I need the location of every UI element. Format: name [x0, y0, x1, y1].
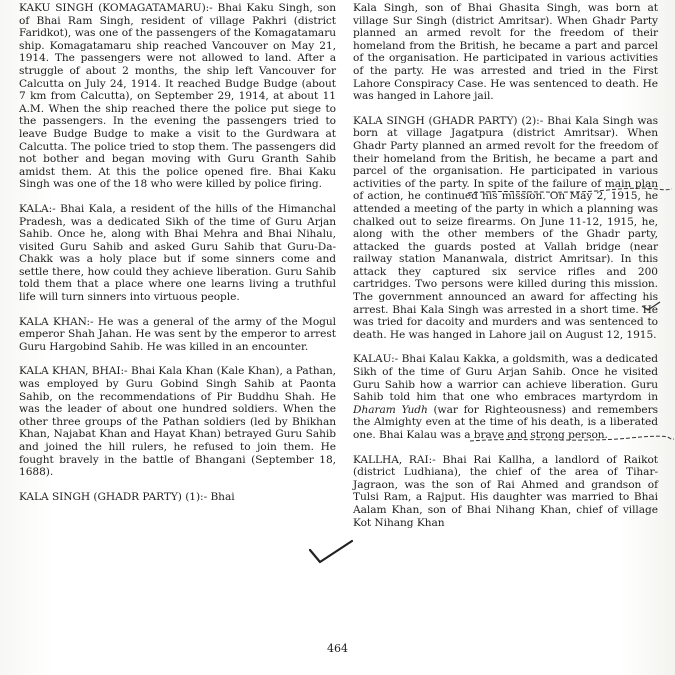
entry-kala-khan-bhai [19, 365, 336, 478]
entry-body: Bhai Rai Kallha, a landlord of Raikot (district Ludhiana), the chief of the area of Tihar-Jagraon, was the son of Rai Ahmed and grandson of Tulsi Ram, a Rajput. His daughter was married to Bhai Aalam Khan, son of Bhai Nihang Khan, chief of village Kot Nihang Khan [353, 453, 658, 529]
entry-body: Bhai Kaku Singh, son of Bhai Ram Singh, resident of village Pakhri (district Faridkot), was one of the passengers of the Komagatamaru ship. Komagatamaru ship reached Vancouver on May 21, 1914. The passengers were not allowed to land. After a struggle of about 2 months, the ship left Vancouver for Calcutta on July 24, 1914. It reached Budge Budge (about 7 km from Calcutta), on September 29, 1914, at about 11 A.M. When the ship reached there the police put siege to the passengers. In the evening the passengers tried to leave Budge Budge to make a visit to the Gurdwara at Calcutta. The police tried to stop them. The passengers did not bother and began moving with Guru Granth Sahib amidst them. At this the police opened fire. Bhai Kaku Singh was one of the 18 who were killed by police firing. [19, 2, 336, 191]
entry-body-italic: Dharam Yudh [353, 403, 428, 416]
entry-heading: KAKU SINGH (KOMAGATAMARU):- [19, 2, 213, 14]
entry-kalau [353, 353, 658, 441]
entry-kallha-rai [353, 454, 658, 530]
entry-body: (war for Righteousness) and remembers the Almighty even at the time of his death, is a liberated one. Bhai Kalau was a brave and strong person. [353, 403, 658, 441]
entry-heading: KALA SINGH (GHADR PARTY) (1):- [19, 490, 208, 503]
right-column [353, 2, 658, 541]
entry-heading: KALA KHAN:- [19, 315, 94, 328]
entry-heading: KALA:- [19, 202, 56, 215]
entry-kala-khan [19, 316, 336, 354]
pen-tick-mark-icon [640, 300, 662, 312]
entry-heading: KALA KHAN, BHAI:- [19, 365, 128, 378]
entry-kala-singh-1 [19, 491, 336, 504]
entry-body: Bhai Kalau Kakka, a goldsmith, was a dedicated Sikh of the time of Guru Arjan Sahib. Once he visited Guru Sahib how a warrior can achieve liberation. Guru Sahib told him that one who embraces martyrdom in [353, 353, 658, 404]
page-number: 464 [327, 642, 348, 655]
entry-kaku-singh [19, 2, 336, 191]
entry-body: Bhai Kala Singh was born at village Jagatpura (district Amritsar). When Ghadr Party planned an armed revolt for the freedom of their homeland from the British, he became a part and parcel of the organisation. He participated in various activities of the party. In spite of the failure of main plan of action, he continued his mission. On May 2, 1915, he attended a meeting of the party in which a planning was chalked out to seize firearms. On June 11-12, 1915, he, along with the other members of the Ghadr party, attacked the guards posted at Vallah bridge (near railway station Mananwala, district Amritsar). In this attack they captured six service rifles and 200 cartridges. Two persons were killed during this mission. The government announced an award for affecting his arrest. Bhai Kala Singh was arrested in a short time. He was tried for dacoity and murders and was sentenced to death. He was hanged in Lahore jail on August 12, 1915. [353, 114, 658, 341]
entry-body: Bhai Kala Khan (Kale Khan), a Pathan, was employed by Guru Gobind Singh Sahib at Paonta Sahib, on the recommendations of Pir Buddhu Shah. He was the leader of about one hundred soldiers. When the other three groups of the Pathan soldiers (led by Bhikhan Khan, Najabat Khan and Hayat Khan) betrayed Guru Sahib and joined the hill rulers, he refused to join them. He fought bravely in the battle of Bhangani (September 18, 1688). [19, 365, 336, 479]
entry-heading: KALA SINGH (GHADR PARTY) (2):- [353, 114, 544, 127]
left-column [19, 2, 336, 515]
entry-heading: KALAU:- [353, 353, 399, 366]
entry-body: Bhai [210, 490, 235, 503]
handwritten-checkmark-icon [308, 538, 356, 566]
entry-kala-singh-1-continued [353, 2, 658, 103]
entry-body: Kala Singh, son of Bhai Ghasita Singh, was born at village Sur Singh (district Amritsar). When Ghadr Party planned an armed revolt for the freedom of their homeland from the British, he became a part and parcel of the organisation. He participated in various activities of the party. He was arrested and tried in the First Lahore Conspiracy Case. He was sentenced to death. He was hanged in Lahore jail. [353, 2, 658, 103]
entry-heading: KALLHA, RAI:- [353, 453, 436, 466]
entry-body: Bhai Kala, a resident of the hills of the Himanchal Pradesh, was a dedicated Sikh of the time of Guru Arjan Sahib. Once he, along with Bhai Mehra and Bhai Nihalu, visited Guru Sahib and asked Guru Sahib that Guru-Da-Chakk was a holy place but if some sinners come and settle there, how could they achieve liberation. Guru Sahib told them that a place where one learns living a truthful life will turn sinners into virtuous people. [19, 202, 336, 304]
entry-kala-singh-2 [353, 115, 658, 342]
entry-body: He was a general of the army of the Mogul emperor Shah Jahan. He was sent by the emperor to arrest Guru Hargobind Sahib. He was killed in an encounter. [19, 315, 336, 353]
entry-kala [19, 203, 336, 304]
